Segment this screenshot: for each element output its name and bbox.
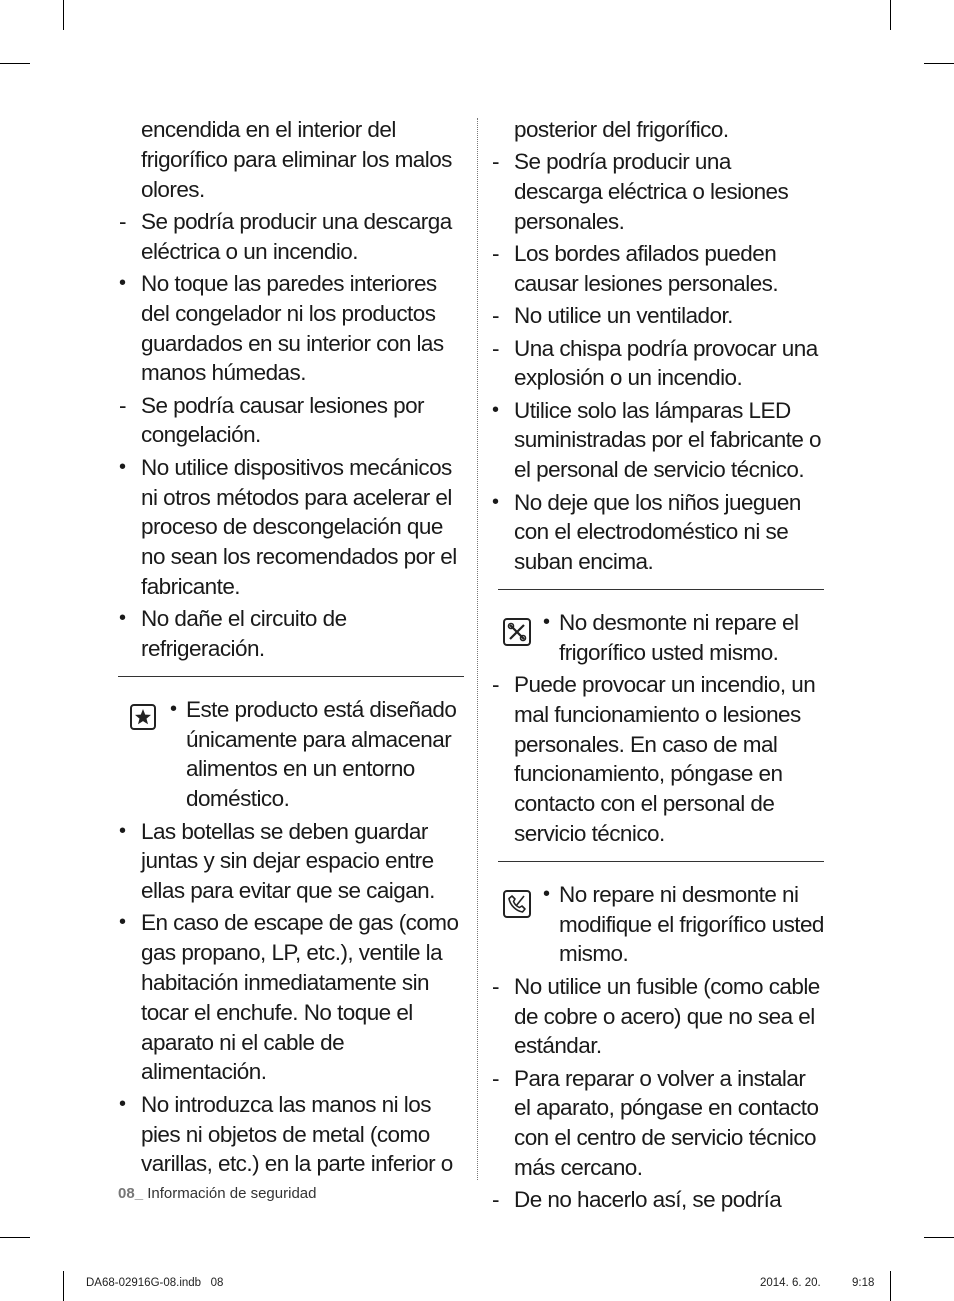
list-item-text: Las botellas se deben guardar juntas y sin dejar espacio entre ellas para evitar que se caigan.	[141, 818, 435, 904]
left-column	[118, 115, 464, 1182]
dash-marker: -	[492, 672, 499, 698]
dash-marker: -	[492, 1187, 499, 1213]
list-item	[491, 239, 824, 299]
dash-marker: -	[492, 1065, 499, 1091]
bullet-marker: •	[119, 455, 126, 478]
bullet-marker: •	[119, 271, 126, 294]
list-item-text: Los bordes afilados pueden causar lesiones personales.	[514, 241, 779, 296]
left-block-1	[118, 115, 464, 664]
slug-time: 9:18	[852, 1277, 875, 1289]
crop-mark	[0, 63, 30, 64]
bullet-marker: •	[543, 610, 550, 633]
crop-mark	[0, 1237, 30, 1238]
crop-mark	[890, 1271, 891, 1301]
dash-marker: -	[492, 335, 499, 361]
list-item-text: posterior del frigorífico.	[514, 117, 729, 142]
crop-mark	[924, 1237, 954, 1238]
dash-marker: -	[492, 149, 499, 175]
section-rule	[118, 676, 464, 677]
section-rule	[498, 589, 824, 590]
right-block-3	[491, 972, 824, 1215]
list-item	[118, 817, 464, 906]
list-item	[491, 670, 824, 849]
page-number-separator: _	[134, 1185, 144, 1202]
list-item-text: Para reparar o volver a instalar el aparato, póngase en contacto con el centro de servicio técnico más cercano.	[514, 1065, 819, 1180]
bullet-marker: •	[119, 819, 126, 842]
list-item-text: Se podría producir una descarga eléctrica o un incendio.	[141, 208, 452, 264]
bullet-marker: •	[492, 398, 499, 421]
list-item	[491, 1064, 824, 1183]
right-block-2	[491, 670, 824, 849]
list-item	[118, 695, 464, 814]
slug-date: 2014. 6. 20.	[760, 1277, 821, 1289]
list-item	[491, 972, 824, 1061]
left-note-block	[118, 695, 464, 814]
list-item	[118, 115, 464, 204]
slug-file: DA68-02916G-08.indb 08	[86, 1277, 224, 1289]
footer-section-title: Información de seguridad	[143, 1185, 317, 1202]
bullet-marker: •	[119, 911, 126, 934]
right-block-1	[491, 115, 824, 577]
list-item-text: No introduzca las manos ni los pies ni objetos de metal (como varillas, etc.) en la parte inferior o	[141, 1091, 453, 1177]
dash-marker: -	[119, 392, 126, 418]
list-item	[491, 1185, 824, 1215]
list-item	[118, 269, 464, 388]
list-item	[491, 608, 824, 668]
column-divider	[477, 118, 478, 1180]
bullet-marker: •	[119, 607, 126, 630]
list-item	[491, 334, 824, 394]
bullet-marker: •	[492, 490, 499, 513]
left-block-2	[118, 817, 464, 1180]
list-item-text: En caso de escape de gas (como gas propano, LP, etc.), ventile la habitación inmediatamente sin tocar el enchufe. No toque el aparato ni el cable de alimentación.	[141, 910, 459, 1085]
list-item	[118, 207, 464, 267]
list-item-text: No utilice un fusible (como cable de cobre o acero) que no sea el estándar.	[514, 973, 820, 1059]
list-item-text: No dañe el circuito de refrigeración.	[141, 606, 347, 662]
list-item-text: No utilice un ventilador.	[514, 303, 733, 329]
note-lead-text: Este producto está diseñado únicamente para almacenar alimentos en un entorno doméstico.	[186, 696, 457, 812]
list-item-text: Se podría causar lesiones por congelación.	[141, 392, 424, 448]
bullet-marker: •	[543, 882, 550, 905]
section-rule	[498, 861, 824, 862]
note-lead-text: No repare ni desmonte ni modifique el frigorífico usted mismo.	[559, 881, 824, 967]
dash-marker: -	[492, 303, 499, 329]
list-item	[118, 391, 464, 451]
crop-mark	[890, 0, 891, 30]
crop-mark	[924, 63, 954, 64]
list-item-text: Una chispa podría provocar una explosión o un incendio.	[514, 335, 818, 391]
list-item	[491, 396, 824, 485]
note-lead-text: No desmonte ni repare el frigorífico usted mismo.	[559, 609, 799, 665]
crop-mark	[63, 0, 64, 30]
list-item	[491, 880, 824, 969]
dash-marker: -	[119, 208, 126, 234]
bullet-marker: •	[170, 697, 177, 720]
list-item-text: No utilice dispositivos mecánicos ni otros métodos para acelerar el proceso de descongelación que no sean los recomendados por el fabricante.	[141, 454, 457, 599]
dash-marker: -	[492, 241, 499, 267]
page-footer	[118, 1185, 316, 1202]
list-item-text: No toque las paredes interiores del congelador ni los productos guardados en su interior con las manos húmedas.	[141, 270, 444, 386]
list-item	[118, 1090, 464, 1179]
list-item-text: Puede provocar un incendio, un mal funcionamiento o lesiones personales. En caso de mal funcionamiento, póngase en contacto con el personal de servicio técnico.	[514, 672, 816, 847]
right-note-block-1	[491, 608, 824, 668]
right-note-block-2	[491, 880, 824, 969]
dash-marker: -	[492, 973, 499, 999]
list-item-text: Utilice solo las lámparas LED suministradas por el fabricante o el personal de servicio técnico.	[514, 397, 822, 483]
list-item	[491, 301, 824, 331]
list-item-text: De no hacerlo así, se podría	[514, 1187, 782, 1213]
list-item	[491, 147, 824, 236]
list-item	[491, 488, 824, 577]
crop-mark	[63, 1271, 64, 1301]
list-item-text: No deje que los niños jueguen con el electrodoméstico ni se suban encima.	[514, 489, 801, 575]
bullet-marker: •	[119, 1092, 126, 1115]
list-item-text: Se podría producir una descarga eléctrica o lesiones personales.	[514, 149, 789, 234]
list-item	[491, 115, 824, 145]
list-item-text: encendida en el interior del frigorífico para eliminar los malos olores.	[141, 117, 452, 202]
page-number: 08	[118, 1185, 135, 1202]
list-item	[118, 908, 464, 1087]
right-column	[491, 115, 824, 1218]
list-item	[118, 604, 464, 664]
list-item	[118, 453, 464, 602]
